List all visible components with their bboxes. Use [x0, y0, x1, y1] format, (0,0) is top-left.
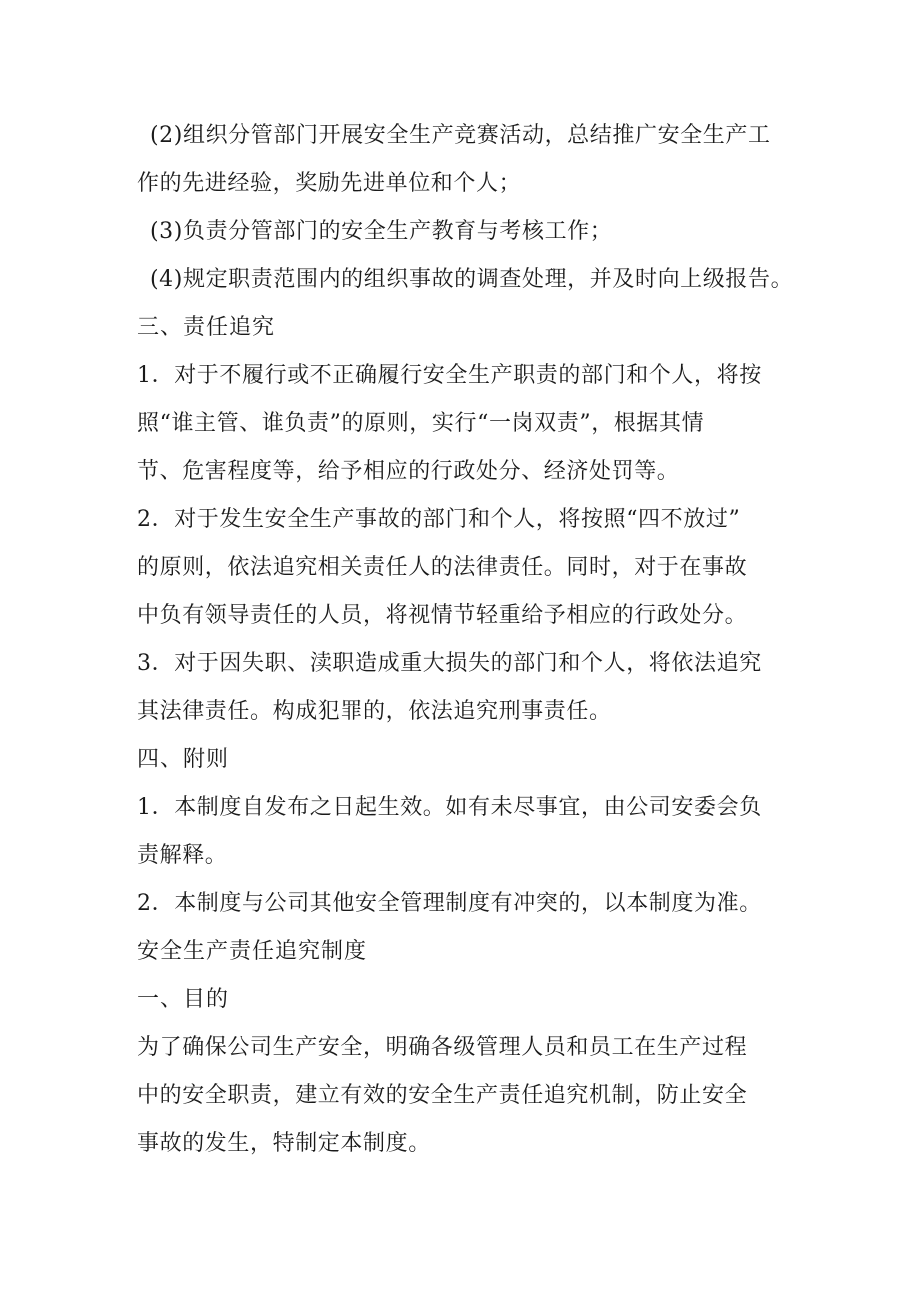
document-title: 安全生产责任追究制度: [137, 939, 368, 964]
paragraph-line: 事故的发生，特制定本制度。: [137, 1131, 431, 1156]
paragraph-line: (3)负责分管部门的安全生产教育与考核工作；: [150, 219, 613, 244]
paragraph-line: 中的安全职责，建立有效的安全生产责任追究机制，防止安全: [137, 1083, 748, 1108]
paragraph-line: 作的先进经验，奖励先进单位和个人；: [137, 171, 522, 196]
paragraph-line: 2．本制度与公司其他安全管理制度有冲突的，以本制度为准。: [137, 891, 762, 916]
section-heading: 一、目的: [137, 987, 230, 1012]
paragraph-line: 其法律责任。构成犯罪的，依法追究刑事责任。: [137, 699, 612, 724]
paragraph-line: 责解释。: [137, 843, 228, 868]
paragraph-line: 3．对于因失职、渎职造成重大损失的部门和个人，将依法追究: [137, 651, 762, 676]
paragraph-line: (2)组织分管部门开展安全生产竞赛活动，总结推广安全生产工: [150, 123, 771, 148]
paragraph-line: 节、危害程度等，给予相应的行政处分、经济处罚等。: [137, 459, 680, 484]
paragraph-line: 中负有领导责任的人员，将视情节轻重给予相应的行政处分。: [137, 603, 748, 628]
paragraph-line: 2．对于发生安全生产事故的部门和个人，将按照“四不放过”: [137, 507, 741, 532]
paragraph-line: (4)规定职责范围内的组织事故的调查处理，并及时向上级报告。: [150, 267, 794, 292]
paragraph-line: 为了确保公司生产安全，明确各级管理人员和员工在生产过程: [137, 1035, 748, 1060]
paragraph-line: 1．本制度自发布之日起生效。如有未尽事宜，由公司安委会负: [137, 795, 762, 820]
paragraph-line: 的原则，依法追究相关责任人的法律责任。同时，对于在事故: [137, 555, 748, 580]
paragraph-line: 照“谁主管、谁负责”的原则，实行“一岗双责”，根据其情: [137, 411, 705, 436]
paragraph-line: 1．对于不履行或不正确履行安全生产职责的部门和个人，将按: [137, 363, 762, 388]
section-heading: 四、附则: [137, 747, 230, 772]
section-heading: 三、责任追究: [137, 315, 276, 340]
